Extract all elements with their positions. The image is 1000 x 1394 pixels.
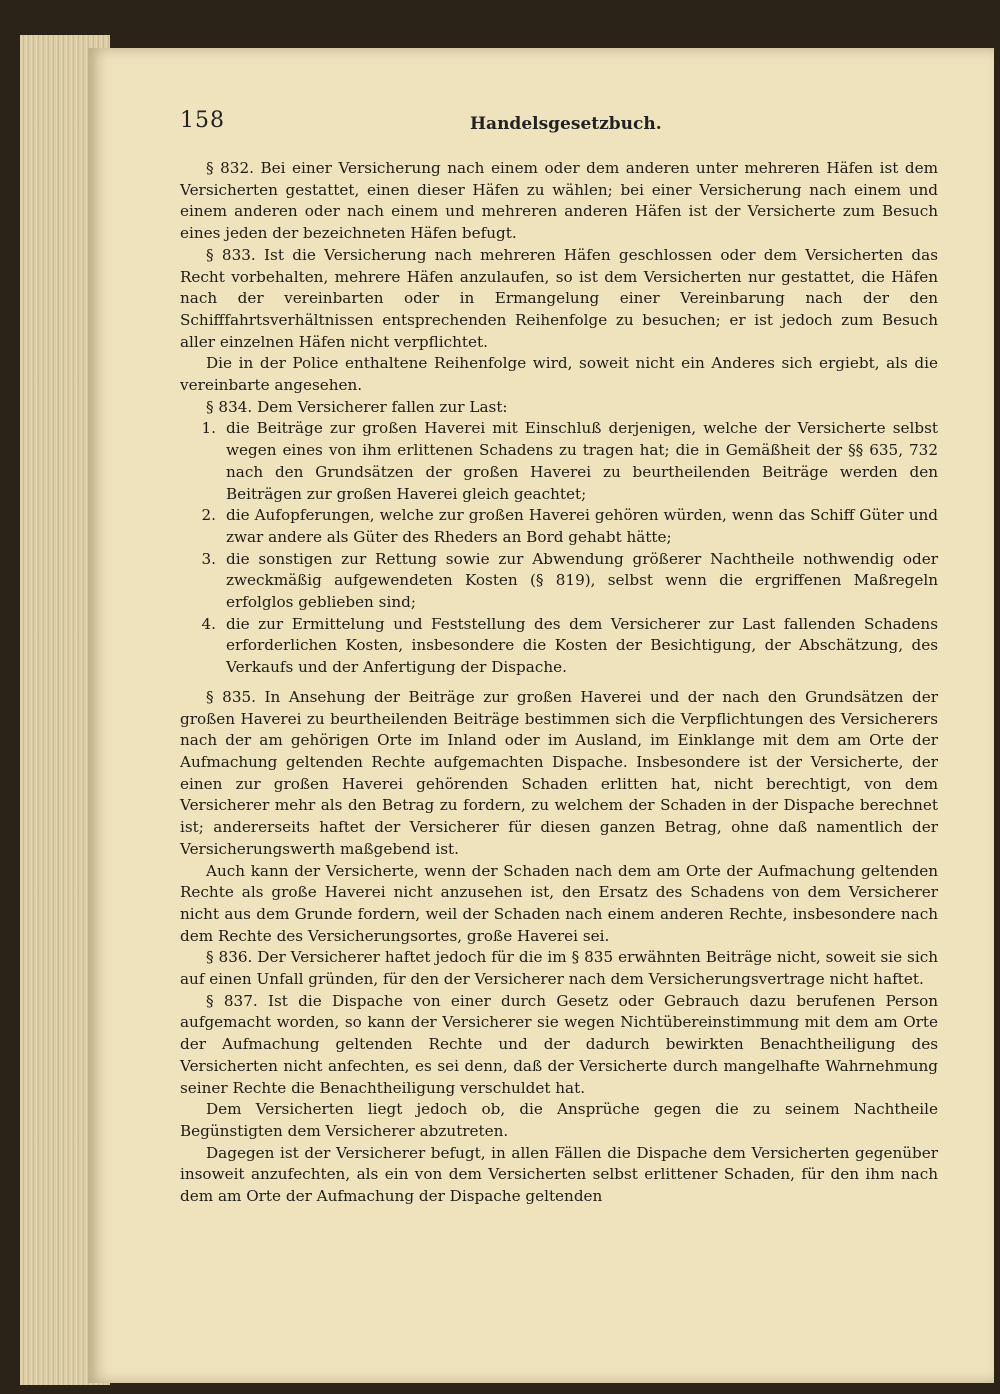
paragraph-833: § 833. Ist die Versicherung nach mehreren Häfen geschlossen oder dem Versicherten das Recht vorbehalten, mehrere Häfen anzulaufen, so ist dem Versicherten nur gestattet, die Häfen nach der vereinbarten oder in Ermangelung einer Vereinbarung nach der den Schifffahrtsverhältnissen entsprechenden Reihenfolge zu besuchen; er ist jedoch zum Besuch aller einzelnen Häfen nicht verpflichtet. <box>180 245 938 351</box>
paragraph-834: § 834. Dem Versicherer fallen zur Last: <box>206 397 508 416</box>
list-item-number: 4. <box>201 614 216 633</box>
paragraph-832: § 832. Bei einer Versicherung nach einem oder dem anderen unter mehreren Häfen ist dem Versicherten gestattet, einen dieser Häfen zu wählen; bei einer Versicherung nach einem und einem anderen oder nach einem und mehreren anderen Häfen ist der Versicherte zum Besuch eines jeden der bezeichneten Häfen befugt. <box>180 159 938 243</box>
paragraph-837-continuation: Dem Versicherten liegt jedoch ob, die Ansprüche gegen die zu seinem Nachtheile Begünstigten dem Versicherer abzutreten. <box>180 1100 938 1140</box>
running-title: Handelsgesetzbuch. <box>470 114 662 134</box>
list-834 <box>180 418 938 678</box>
book-page <box>88 48 994 1383</box>
paragraph-837-continuation-2: Dagegen ist der Versicherer befugt, in allen Fällen die Dispache dem Versicherten gegenüber insoweit anzufechten, als ein von dem Versicherten selbst erlittener Schaden, für den ihm nach dem am Orte der Aufmachung der Dispache geltenden <box>180 1143 938 1206</box>
paragraph-836: § 836. Der Versicherer haftet jedoch für die im § 835 erwähnten Beiträge nicht, soweit sie sich auf einen Unfall gründen, für den der Versicherer nach dem Versicherungsvertrage nicht haftet. <box>180 948 938 989</box>
page-number: 158 <box>180 108 225 133</box>
list-item-text: die Aufopferungen, welche zur großen Haverei gehören würden, wenn das Schiff Güter und zwar andere als Güter des Rheders an Bord gehabt hätte; <box>226 506 938 546</box>
list-item-text: die zur Ermittelung und Feststellung des dem Versicherer zur Last fallenden Schadens erforderlichen Kosten, insbesondere die Kosten der Besichtigung, der Abschätzung, des Verkaufs und der Anfertigung der Dispache. <box>226 614 938 677</box>
list-item <box>180 418 938 505</box>
list-item <box>180 505 938 548</box>
paragraph-833-continuation: Die in der Police enthaltene Reihenfolge wird, soweit nicht ein Anderes sich ergiebt, als die vereinbarte angesehen. <box>180 354 938 395</box>
page-content <box>180 108 938 1208</box>
list-item-number: 1. <box>201 419 216 438</box>
list-item-text: die Beiträge zur großen Haverei mit Einschluß derjenigen, welche der Versicherte selbst wegen eines von ihm erlittenen Schadens zu tragen hat; die in Gemäßheit der §§ 635, 732 nach den Grundsätzen der großen Haverei zu beurtheilenden Beiträge werden den Beiträgen zur großen Haverei gleich geachtet; <box>226 419 938 503</box>
paragraph-835-continuation: Auch kann der Versicherte, wenn der Schaden nach dem am Orte der Aufmachung geltenden Rechte als große Haverei nicht anzusehen ist, den Ersatz des Schadens von dem Versicherer nicht aus dem Grunde fordern, weil der Schaden nach einem anderen Rechte, insbesondere nach dem Rechte des Versicherungsortes, große Haverei sei. <box>180 861 938 945</box>
list-item <box>180 614 938 679</box>
list-item-number: 2. <box>201 506 216 525</box>
list-item-number: 3. <box>201 549 216 568</box>
page-header <box>180 108 938 148</box>
body-text <box>180 158 938 1208</box>
list-item-text: die sonstigen zur Rettung sowie zur Abwendung größerer Nachtheile nothwendig oder zweckmäßig aufgewendeten Kosten (§ 819), selbst wenn die ergriffenen Maßregeln erfolglos geblieben sind; <box>226 549 938 612</box>
paragraph-837: § 837. Ist die Dispache von einer durch Gesetz oder Gebrauch dazu berufenen Person aufgemacht worden, so kann der Versicherer sie wegen Nichtübereinstimmung mit dem am Orte der Aufmachung geltenden Rechte und der dadurch bewirkten Benachtheiligung des Versicherten nicht anfechten, es sei denn, daß der Versicherte durch mangelhafte Wahrnehmung seiner Rechte die Benachtheiligung verschuldet hat. <box>180 991 938 1097</box>
list-item <box>180 549 938 614</box>
paragraph-835: § 835. In Ansehung der Beiträge zur großen Haverei und der nach den Grundsätzen der großen Haverei zu beurtheilenden Beiträge bestimmen sich die Verpflichtungen des Versicherers nach der am gehörigen Orte im Inland oder im Ausland, im Einklange mit dem am Orte der Aufmachung geltenden Rechte aufgemachten Dispache. Insbesondere ist der Versicherte, der einen zur großen Haverei gehörenden Schaden erlitten hat, nicht berechtigt, von dem Versicherer mehr als den Betrag zu fordern, zu welchem der Schaden in der Dispache berechnet ist; andererseits haftet der Versicherer für diesen ganzen Betrag, ohne daß namentlich der Versicherungswerth maßgebend ist. <box>180 687 938 858</box>
